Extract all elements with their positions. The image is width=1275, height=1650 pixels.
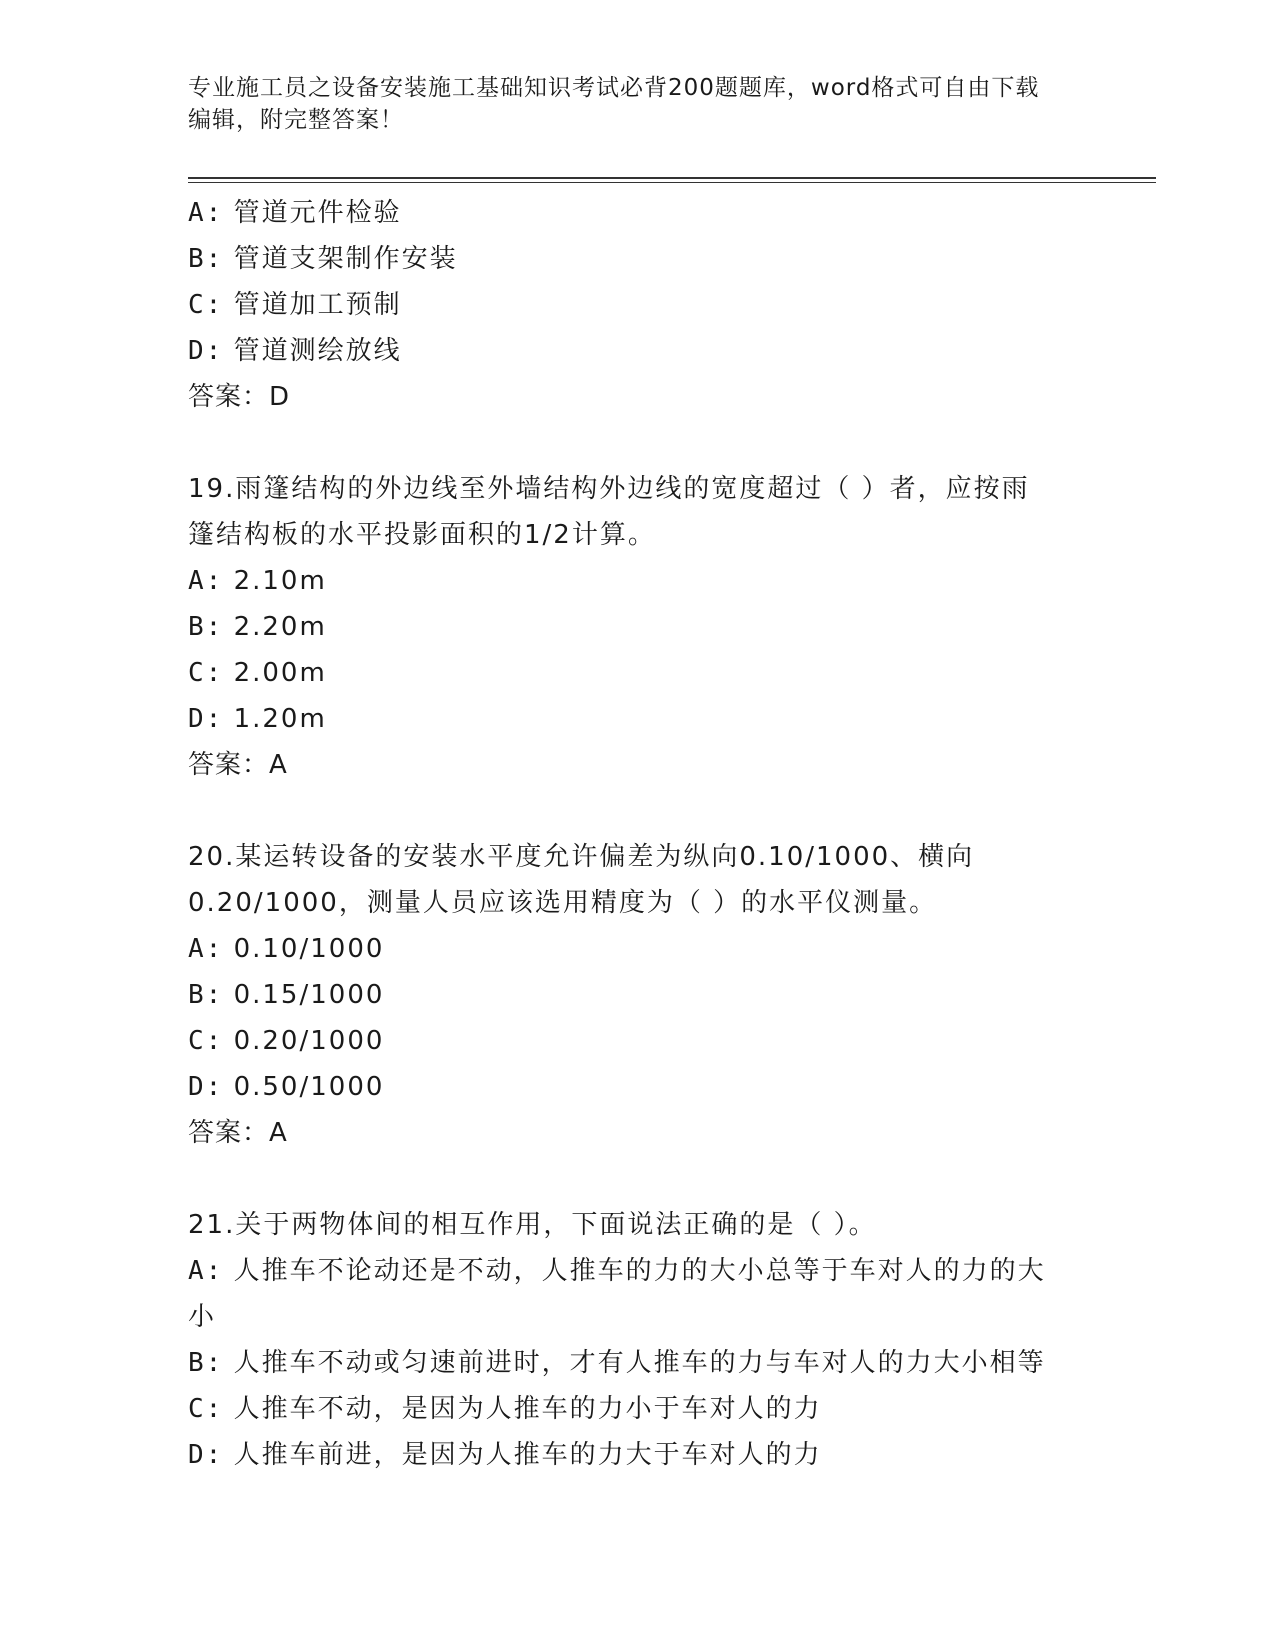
answer-label: 答案：: [188, 750, 270, 780]
option-label: C:: [188, 290, 224, 320]
answer-line: [188, 1110, 1088, 1156]
answer-label: 答案：: [188, 382, 270, 412]
option-c: [188, 282, 1088, 328]
option-text: 人推车前进，是因为人推车的力大于车对人的力: [233, 1440, 822, 1470]
question-stem-line2: 篷结构板的水平投影面积的1/2计算。: [188, 520, 656, 550]
spacer: [188, 420, 1088, 466]
option-a: [188, 1248, 1088, 1294]
option-text: 管道测绘放线: [233, 336, 402, 366]
option-a-continuation: 小: [188, 1302, 217, 1332]
question-content: [188, 190, 1088, 1478]
option-label: D:: [188, 336, 224, 366]
option-text: 2.00m: [233, 658, 327, 688]
option-text: 管道加工预制: [233, 290, 402, 320]
option-b: [188, 972, 1088, 1018]
option-text: 管道元件检验: [233, 198, 402, 228]
option-text: 管道支架制作安装: [233, 244, 458, 274]
option-c: [188, 1018, 1088, 1064]
option-a: [188, 926, 1088, 972]
question-stem-line2: 0.20/1000，测量人员应该选用精度为（ ）的水平仪测量。: [188, 888, 938, 918]
question-stem-line1: 19.雨篷结构的外边线至外墙结构外边线的宽度超过（ ）者，应按雨: [188, 474, 1030, 504]
option-label: C:: [188, 1026, 224, 1056]
option-c: [188, 650, 1088, 696]
option-text: 人推车不论动还是不动，人推车的力的大小总等于车对人的力的大: [233, 1256, 1046, 1286]
question-20: [188, 834, 1088, 1156]
answer-line: [188, 742, 1088, 788]
option-a: [188, 558, 1088, 604]
spacer: [188, 788, 1088, 834]
option-d: [188, 328, 1088, 374]
option-d: [188, 1064, 1088, 1110]
option-text: 人推车不动或匀速前进时，才有人推车的力与车对人的力大小相等: [233, 1348, 1046, 1378]
question-19: [188, 466, 1088, 788]
option-label: A:: [188, 198, 224, 228]
option-text: 0.50/1000: [233, 1072, 385, 1102]
header-title-line1: 专业施工员之设备安装施工基础知识考试必背200题题库，word格式可自由下载: [188, 75, 1040, 101]
answer-value: D: [269, 382, 291, 412]
option-b: [188, 236, 1088, 282]
question-stem-line1: 21.关于两物体间的相互作用，下面说法正确的是（ ）。: [188, 1210, 877, 1240]
option-label: B:: [188, 612, 224, 642]
option-label: D:: [188, 704, 224, 734]
answer-value: A: [269, 750, 288, 780]
option-label: C:: [188, 658, 224, 688]
option-label: B:: [188, 980, 224, 1010]
option-text: 0.20/1000: [233, 1026, 385, 1056]
option-b: [188, 1340, 1088, 1386]
option-label: C:: [188, 1394, 224, 1424]
header-title-line2: 编辑，附完整答案！: [188, 107, 404, 133]
spacer: [188, 1156, 1088, 1202]
option-text: 2.10m: [233, 566, 327, 596]
option-text: 0.15/1000: [233, 980, 385, 1010]
option-c: [188, 1386, 1088, 1432]
answer-value: A: [269, 1118, 288, 1148]
question-21: [188, 1202, 1088, 1478]
option-label: D:: [188, 1440, 224, 1470]
option-b: [188, 604, 1088, 650]
option-label: A:: [188, 934, 224, 964]
option-d: [188, 696, 1088, 742]
question-18-tail: [188, 190, 1088, 420]
option-text: 人推车不动，是因为人推车的力小于车对人的力: [233, 1394, 822, 1424]
option-label: B:: [188, 1348, 224, 1378]
option-label: B:: [188, 244, 224, 274]
document-header: [188, 72, 1068, 136]
option-a: [188, 190, 1088, 236]
answer-label: 答案：: [188, 1118, 270, 1148]
option-label: A:: [188, 566, 224, 596]
option-text: 1.20m: [233, 704, 327, 734]
option-text: 2.20m: [233, 612, 327, 642]
option-d: [188, 1432, 1088, 1478]
question-stem-line1: 20.某运转设备的安装水平度允许偏差为纵向0.10/1000、横向: [188, 842, 975, 872]
option-label: A:: [188, 1256, 224, 1286]
option-label: D:: [188, 1072, 224, 1102]
header-rule-thick: [188, 177, 1156, 179]
answer-line: [188, 374, 1088, 420]
header-rule-thin: [188, 182, 1156, 183]
option-text: 0.10/1000: [233, 934, 385, 964]
